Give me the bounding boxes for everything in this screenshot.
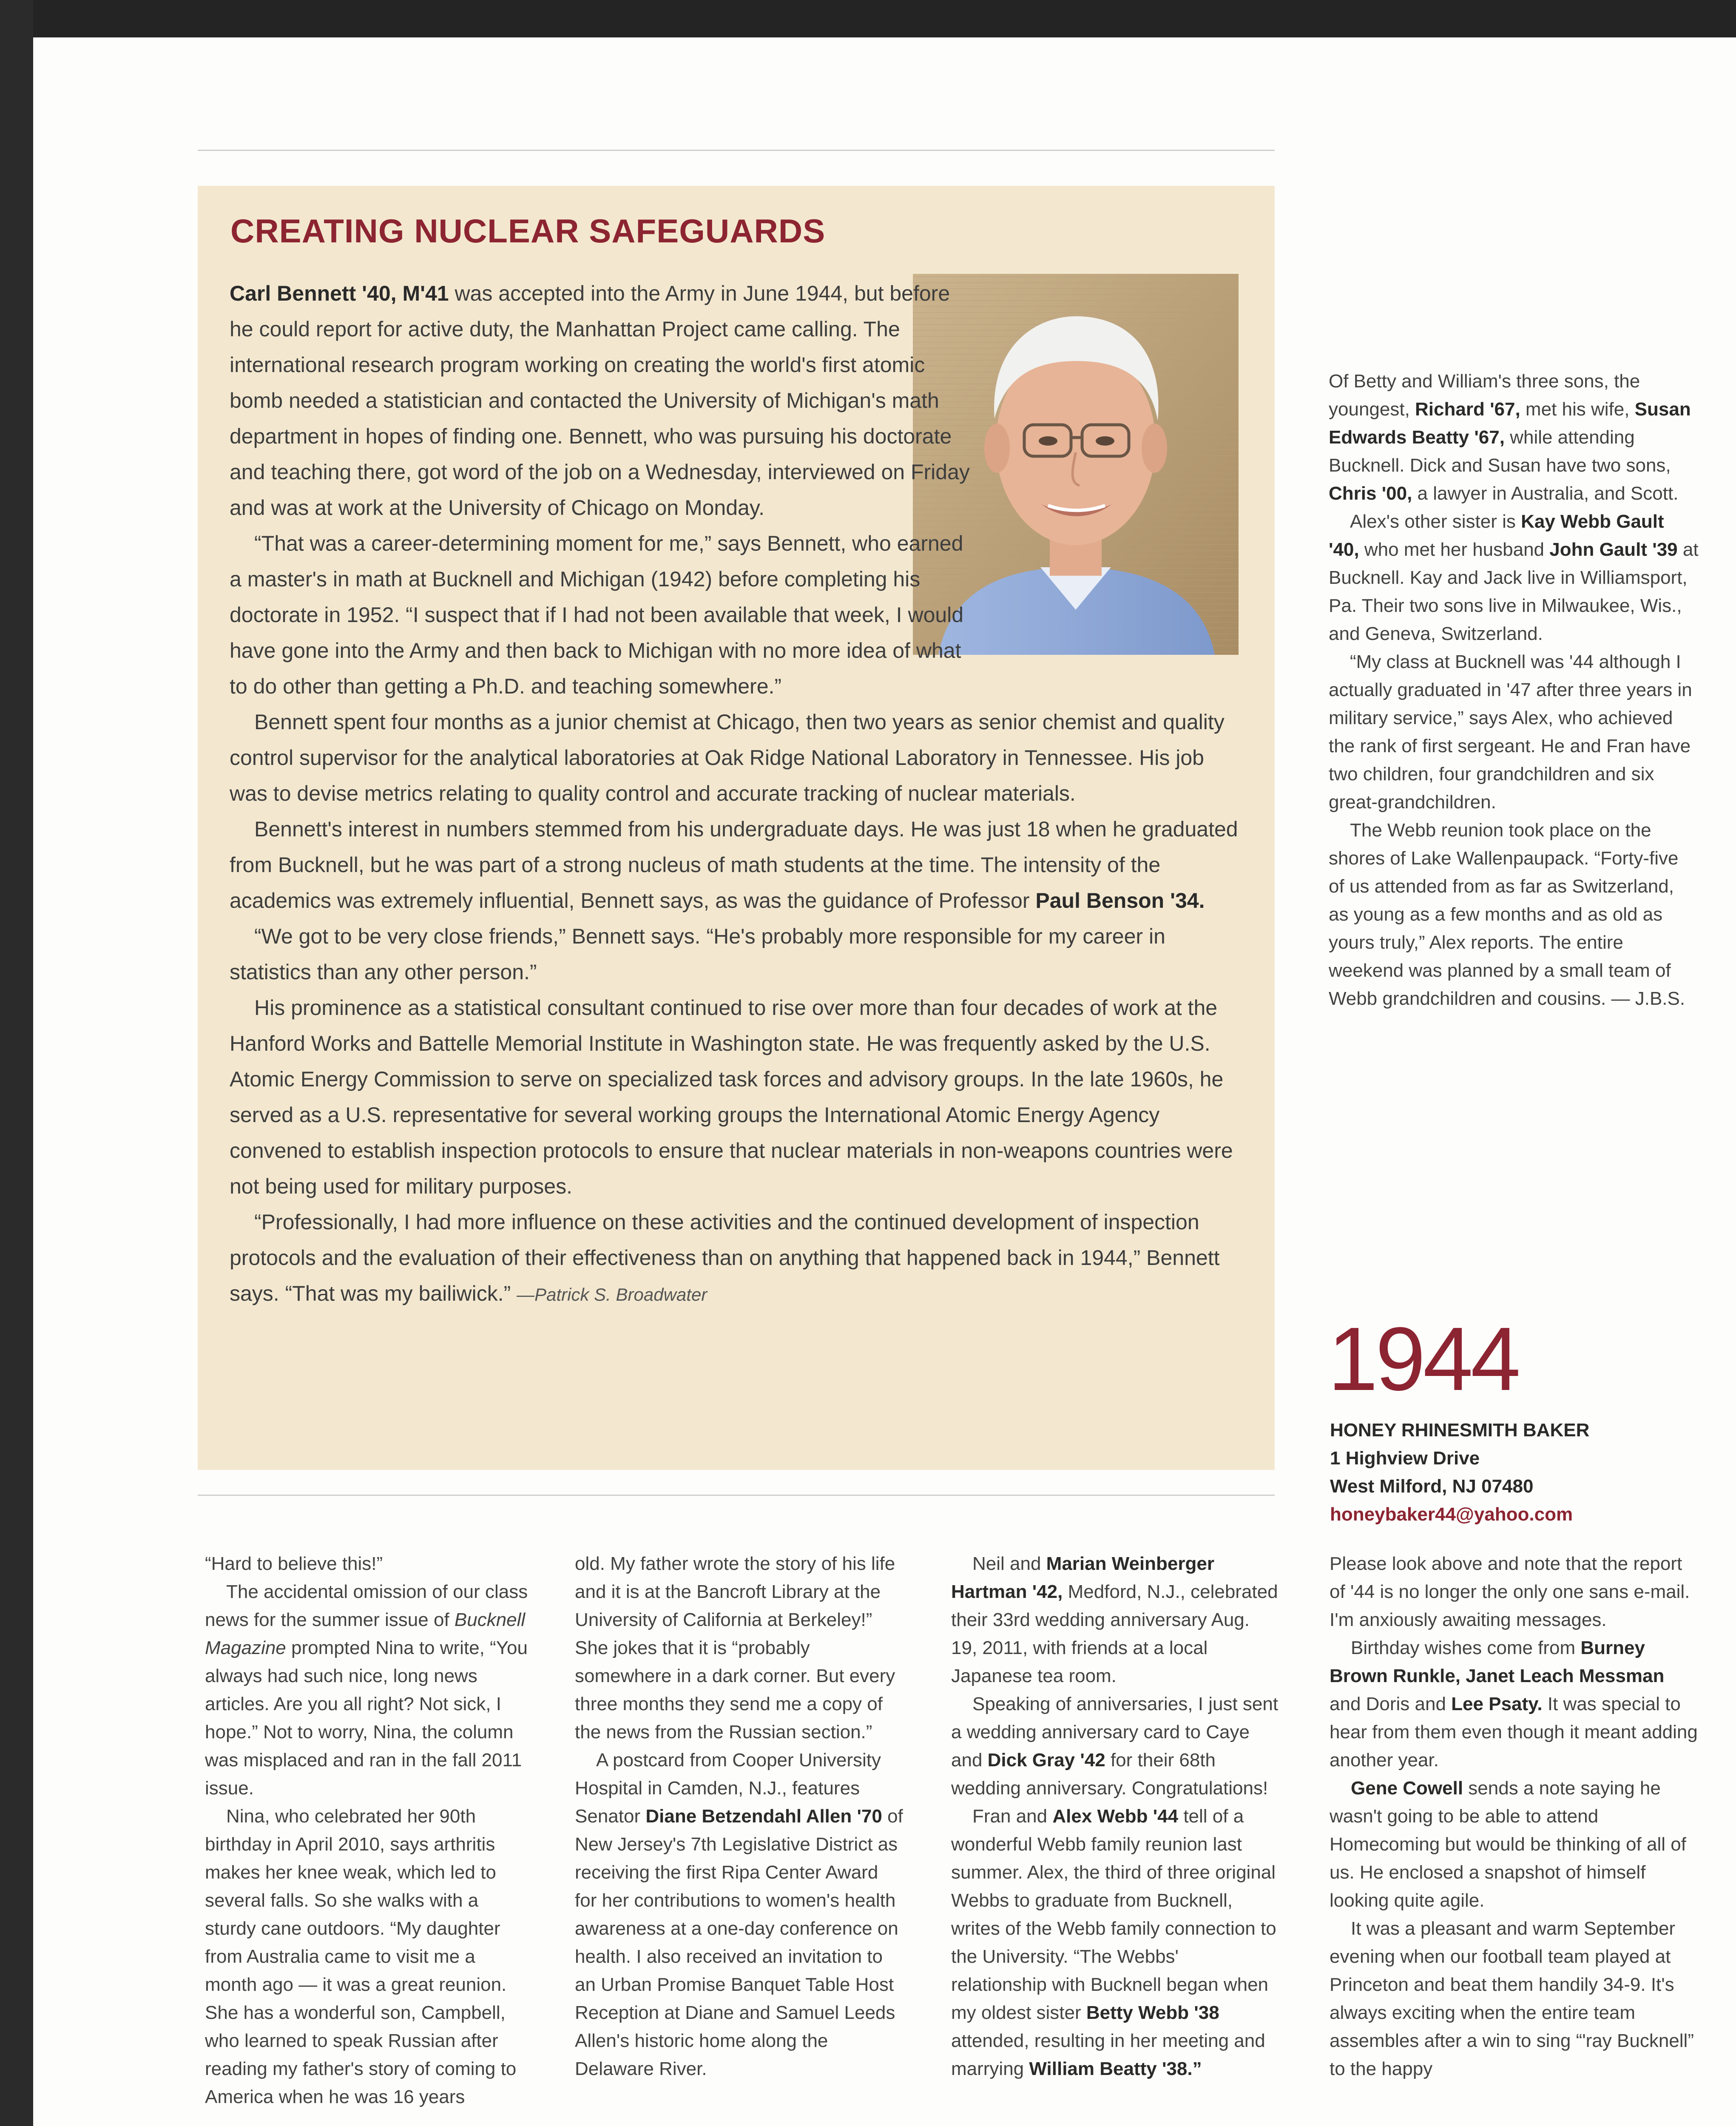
text-run: a lawyer in Australia, and Scott.	[1412, 483, 1679, 504]
text-run: Nina, who celebrated her 90th birthday in April 2010, says arthritis makes her knee weak, which led to several falls. So she walks with a sturdy cane outdoors. “My daughter from Australia came to visit me a month ago — it was a great reunion. She has a wonderful son, Campbell, who learned to speak Russian after reading my father's story of coming to America when he was 16 years	[205, 1806, 517, 2107]
bold-name: Burney Brown Runkle, Janet Leach Messman	[1330, 1637, 1665, 1686]
bold-name: Richard '67,	[1415, 399, 1520, 420]
bold-name: Susan Edwards Beatty '67,	[1329, 399, 1691, 448]
text-run: for their 68th wedding anniversary. Congratulations!	[951, 1750, 1268, 1799]
text-run: Birthday wishes come from	[1351, 1637, 1581, 1658]
column-paragraph	[951, 1802, 1279, 2083]
bold-name: Kay Webb Gault '40,	[1329, 511, 1664, 560]
text-run: of New Jersey's 7th Legislative District as receiving the first Ripa Center Award for her contributions to women's health awareness at a one-day conference on health. I also received an invitation to an Urban Promise Banquet Table Host Reception at Diane and Samuel Leeds Allen's historic home along the Delaware River.	[575, 1806, 903, 2079]
text-run: tell of a wonderful Webb family reunion last summer. Alex, the third of three original Webbs to graduate from Bucknell, writes of the Webb family connection to the University. “The Webbs' relationship with Bucknell began when my oldest sister	[951, 1806, 1276, 2023]
text-run: prompted Nina to write, “You always had such nice, long news articles. Are you all right? Not sick, I hope.” Not to worry, Nina, the column was misplaced and ran in the fall 2011 issue.	[205, 1637, 528, 1799]
text-run: Bennett's interest in numbers stemmed from his undergraduate days. He was just 18 when he graduated from Bucknell, but he was part of a strong nucleus of math students at the time. The intensity of the academics was extremely influential, Bennett says, as was the guidance of Professor	[230, 817, 1238, 912]
column-paragraph	[1330, 1774, 1699, 1915]
bold-name: Marian Weinberger Hartman '42,	[951, 1553, 1214, 1602]
bold-name: Carl Bennett '40, M'41	[230, 281, 449, 305]
bold-name: Diane Betzendahl Allen '70	[645, 1806, 882, 1827]
sidebar-bottom-rule	[198, 1495, 1275, 1496]
class-correspondent	[1330, 1416, 1696, 1529]
column-paragraph	[1329, 816, 1699, 1013]
bold-name: Alex Webb '44	[1052, 1806, 1179, 1827]
sidebar-title: CREATING NUCLEAR SAFEGUARDS	[230, 212, 826, 250]
news-column-3	[951, 1550, 1279, 2083]
correspondent-name: HONEY RHINESMITH BAKER	[1330, 1420, 1590, 1441]
bold-name: Gene Cowell	[1351, 1778, 1463, 1799]
top-rule	[198, 150, 1275, 151]
text-run: attended, resulting in her meeting and marrying	[951, 2030, 1265, 2079]
text-run: “That was a career-determining moment for me,” says Bennett, who earned a master's in math at Bucknell and Michigan (1942) before completing his doctorate in 1952. “I suspect that if I had not been available that week, I would have gone into the Army and then back to Michigan with no more idea of what to do other than getting a Ph.D. and teaching somewhere.”	[230, 532, 964, 698]
column-paragraph	[951, 1690, 1279, 1802]
scan-top-edge	[0, 0, 1736, 37]
sidebar-paragraph	[230, 1204, 1242, 1313]
text-run: A postcard from Cooper University Hospital in Camden, N.J., features Senator	[575, 1750, 881, 1827]
right-column-top	[1329, 367, 1699, 1013]
text-run: The Webb reunion took place on the shores of Lake Wallenpaupack. “Forty-five of us attended from as far as Switzerland, as young as a few months and as old as yours truly,” Alex reports. The entire weekend was planned by a small team of Webb grandchildren and cousins. — J.B.S.	[1329, 820, 1685, 1009]
text-run: “My class at Bucknell was '44 although I actually graduated in '47 after three years in military service,” says Alex, who achieved the rank of first sergeant. He and Fran have two children, four grandchildren and six great-grandchildren.	[1329, 651, 1692, 813]
column-paragraph	[575, 1746, 904, 2083]
column-paragraph	[205, 1802, 528, 2111]
sidebar-article	[230, 276, 1242, 1313]
correspondent-address-line2: West Milford, NJ 07480	[1330, 1476, 1534, 1497]
text-run: and Doris and	[1330, 1694, 1452, 1714]
bold-name: Chris '00,	[1329, 483, 1412, 504]
text-run: was accepted into the Army in June 1944, but before he could report for active duty, the Manhattan Project came calling. The international research program working on creating the world's first atomic bomb needed a statistician and contacted the University of Michigan's math department in hopes of finding one. Bennett, who was pursuing his doctorate and teaching there, got word of the job on a Wednesday, interviewed on Friday and was at work at the University of Chicago on Monday.	[230, 281, 970, 520]
news-column-4	[1330, 1550, 1699, 2083]
text-run: Bennett spent four months as a junior chemist at Chicago, then two years as senior chemist and quality control supervisor for the analytical laboratories at Oak Ridge National Laboratory in Tennessee. His job was to devise metrics relating to quality control and accurate tracking of nuclear materials.	[230, 710, 1225, 805]
italic-text: Bucknell Magazine	[205, 1609, 526, 1658]
text-run: at Bucknell. Kay and Jack live in Williamsport, Pa. Their two sons live in Milwaukee, Wis., and Geneva, Switzerland.	[1329, 539, 1699, 644]
column-paragraph	[1330, 1634, 1699, 1774]
correspondent-address-line1: 1 Highview Drive	[1330, 1448, 1480, 1469]
sidebar-paragraph	[230, 811, 1242, 918]
photo-spacer	[978, 276, 1242, 673]
text-run: Alex's other sister is	[1350, 511, 1521, 532]
text-run: Medford, N.J., celebrated their 33rd wedding anniversary Aug. 19, 2011, with friends at a local Japanese tea room.	[951, 1581, 1278, 1686]
news-column-2	[575, 1550, 904, 2083]
text-run: Neil and	[972, 1553, 1046, 1574]
column-paragraph	[951, 1550, 1279, 1690]
text-run: It was special to hear from them even though it meant adding another year.	[1330, 1694, 1698, 1771]
sidebar-paragraph	[230, 990, 1242, 1204]
class-year-heading: 1944	[1328, 1308, 1518, 1409]
italic-text: —Patrick S. Broadwater	[517, 1285, 707, 1305]
text-run: “We got to be very close friends,” Bennett says. “He's probably more responsible for my career in statistics than any other person.”	[230, 924, 1165, 984]
column-paragraph	[1330, 1550, 1699, 1634]
bold-name: Paul Benson '34.	[1035, 889, 1205, 912]
text-run: “Hard to believe this!”	[205, 1553, 383, 1574]
text-run: old. My father wrote the story of his life and it is at the Bancroft Library at the University of California at Berkeley!” She jokes that it is “probably somewhere in a dark corner. But every three months they send me a copy of the news from the Russian section.”	[575, 1553, 895, 1742]
text-run: His prominence as a statistical consultant continued to rise over more than four decades of work at the Hanford Works and Battelle Memorial Institute in Washington state. He was frequently asked by the U.S. Atomic Energy Commission to serve on specialized task forces and advisory groups. In the late 1960s, he served as a U.S. representative for several working groups the International Atomic Energy Agency convened to establish inspection protocols to ensure that nuclear materials in non-weapons countries were not being used for military purposes.	[230, 996, 1233, 1198]
column-paragraph	[575, 1550, 904, 1746]
sidebar-paragraph	[230, 704, 1242, 811]
column-paragraph	[205, 1550, 528, 1578]
column-paragraph	[1329, 367, 1699, 508]
text-run: The accidental omission of our class news for the summer issue of	[205, 1581, 528, 1630]
column-paragraph	[205, 1578, 528, 1802]
bold-name: Dick Gray '42	[987, 1750, 1105, 1771]
bold-name: Lee Psaty.	[1451, 1694, 1543, 1714]
column-paragraph	[1329, 648, 1699, 816]
sidebar-paragraph	[230, 918, 1242, 990]
text-run: met his wife,	[1520, 399, 1635, 420]
correspondent-email-link[interactable]: honeybaker44@yahoo.com	[1330, 1504, 1573, 1525]
text-run: who met her husband	[1359, 539, 1550, 560]
news-column-1	[205, 1550, 528, 2111]
text-run: Please look above and note that the report of '44 is no longer the only one sans e-mail. I'm anxiously awaiting messages.	[1330, 1553, 1690, 1630]
text-run: “Professionally, I had more influence on these activities and the continued development of inspection protocols and the evaluation of their effectiveness than on anything that happened back in 1944,” Bennett says. “That was my bailiwick.”	[230, 1210, 1220, 1305]
text-run: sends a note saying he wasn't going to be able to attend Homecoming but would be thinking of all of us. He enclosed a snapshot of himself looking quite agile.	[1330, 1778, 1686, 1911]
text-run: Speaking of anniversaries, I just sent a wedding anniversary card to Caye and	[951, 1694, 1279, 1771]
bold-name: Betty Webb '38	[1086, 2002, 1219, 2023]
column-paragraph	[1329, 508, 1699, 648]
scan-left-edge	[0, 0, 33, 2126]
bold-name: William Beatty '38.”	[1029, 2058, 1202, 2079]
text-run: It was a pleasant and warm September evening when our football team played at Princeton and beat them handily 34-9. It's always exciting when the entire team assembles after a win to sing “'ray Bucknell” to the happy	[1330, 1918, 1694, 2079]
column-paragraph	[1330, 1915, 1699, 2083]
text-run: Of Betty and William's three sons, the youngest,	[1329, 371, 1640, 420]
text-run: while attending Bucknell. Dick and Susan have two sons,	[1329, 427, 1671, 476]
bold-name: John Gault '39	[1549, 539, 1678, 560]
text-run: Fran and	[972, 1806, 1053, 1827]
